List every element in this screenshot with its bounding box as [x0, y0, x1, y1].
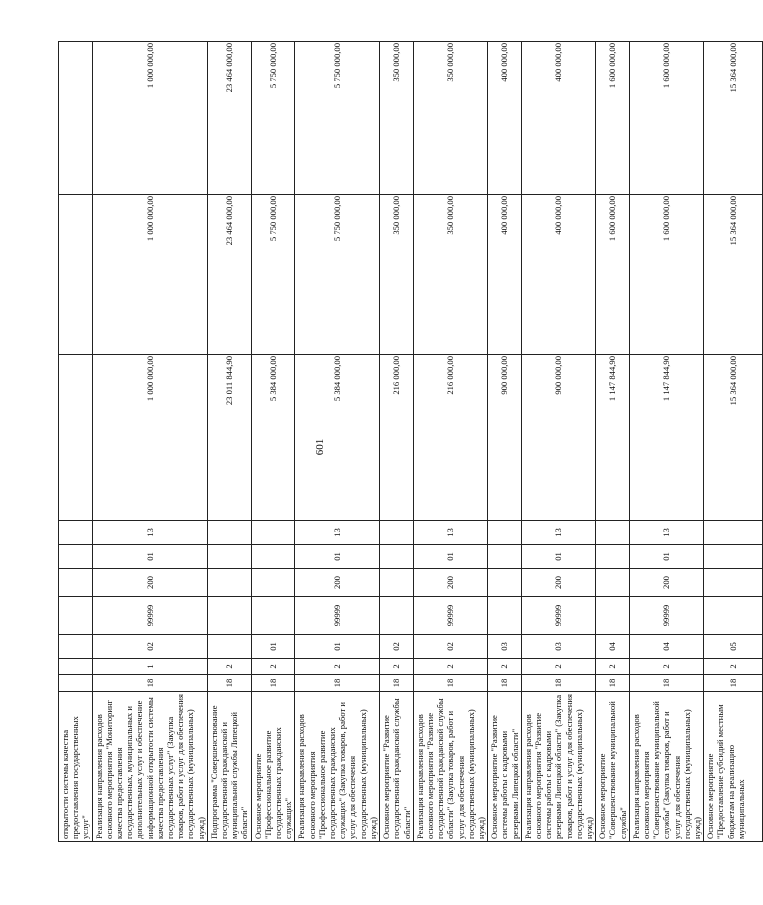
cell-c1: 18: [629, 675, 703, 692]
cell-v2: 5 750 000,00: [295, 195, 380, 355]
cell-c5: [207, 569, 251, 597]
cell-c4: [488, 597, 522, 635]
cell-v1: 216 000,00: [380, 355, 414, 521]
cell-v1: 5 384 000,00: [295, 355, 380, 521]
cell-c2: [59, 659, 93, 675]
cell-c1: 18: [596, 675, 630, 692]
cell-v3: 350 000,00: [413, 42, 487, 195]
cell-name: Основное мероприятие "Предоставление субсидий местным бюджетам на реализацию муниципальных: [704, 692, 763, 842]
cell-name: Основное мероприятие "Профессиональное развитие государственных гражданских служащих": [251, 692, 295, 842]
cell-c7: [59, 521, 93, 545]
cell-c6: [488, 545, 522, 569]
table-row: [629, 42, 703, 842]
cell-c5: [596, 569, 630, 597]
cell-c3: 03: [521, 635, 595, 659]
cell-c6: [207, 545, 251, 569]
cell-name: Основное мероприятие "Развитие государственной гражданской службы области": [380, 692, 414, 842]
cell-v3: 1 600 000,00: [629, 42, 703, 195]
cell-c7: 13: [295, 521, 380, 545]
cell-c4: [59, 597, 93, 635]
table-row: [704, 42, 763, 842]
cell-v2: 1 000 000,00: [92, 195, 207, 355]
cell-c3: 02: [380, 635, 414, 659]
cell-name: Реализация направления расходов основного мероприятия "Совершенствование муниципальной службы" (Закупка товаров, работ и услуг для обеспечения государственных (муниципальных) нужд): [629, 692, 703, 842]
cell-c5: 200: [521, 569, 595, 597]
cell-c1: [59, 675, 93, 692]
cell-c4: 99999: [295, 597, 380, 635]
rotated-budget-table-container: [58, 42, 746, 842]
cell-v2: 5 750 000,00: [251, 195, 295, 355]
cell-v2: 15 364 000,00: [704, 195, 763, 355]
cell-c2: 2: [704, 659, 763, 675]
cell-c5: [380, 569, 414, 597]
table-row: [380, 42, 414, 842]
cell-c7: [207, 521, 251, 545]
cell-name: Реализация направления расходов основного мероприятия "Мониторинг качества предоставления государственных, муниципальных и дополнительных услуг и обеспечение информационной открытости системы качества предоставления государственных услуг" (Закупка товаров, работ и услуг для обеспечения государственных (муниципальных) нужд): [92, 692, 207, 842]
cell-c1: 18: [488, 675, 522, 692]
cell-c6: 01: [295, 545, 380, 569]
cell-c4: [251, 597, 295, 635]
cell-c2: 2: [380, 659, 414, 675]
cell-c3: 03: [488, 635, 522, 659]
cell-v2: 1 600 000,00: [629, 195, 703, 355]
cell-c6: [596, 545, 630, 569]
cell-v1: 1 147 844,90: [629, 355, 703, 521]
cell-c7: 13: [629, 521, 703, 545]
cell-c6: [380, 545, 414, 569]
cell-c1: 18: [413, 675, 487, 692]
cell-c5: [488, 569, 522, 597]
cell-c3: [59, 635, 93, 659]
cell-v3: 23 464 000,00: [207, 42, 251, 195]
cell-v3: 1 000 000,00: [92, 42, 207, 195]
cell-v3: 5 750 000,00: [251, 42, 295, 195]
cell-name: Подпрограмма "Совершенствование государственной гражданской и муниципальной службы Липецкой области": [207, 692, 251, 842]
cell-v1: 5 384 000,00: [251, 355, 295, 521]
page-number: 601: [314, 438, 326, 456]
cell-c4: [596, 597, 630, 635]
cell-c7: [596, 521, 630, 545]
cell-c5: [251, 569, 295, 597]
cell-v1: 15 364 000,00: [704, 355, 763, 521]
cell-c4: 99999: [92, 597, 207, 635]
cell-c3: 04: [596, 635, 630, 659]
cell-v2: [59, 195, 93, 355]
cell-c4: 99999: [521, 597, 595, 635]
cell-c6: 01: [521, 545, 595, 569]
cell-v1: 216 000,00: [413, 355, 487, 521]
cell-name: открытости системы качества предоставления государственных услуг": [59, 692, 93, 842]
cell-v3: 1 600 000,00: [596, 42, 630, 195]
table-row: [207, 42, 251, 842]
cell-c7: [251, 521, 295, 545]
cell-v2: 400 000,00: [521, 195, 595, 355]
cell-c3: 02: [92, 635, 207, 659]
cell-v1: 900 000,00: [521, 355, 595, 521]
cell-c2: 1: [92, 659, 207, 675]
cell-c2: 2: [629, 659, 703, 675]
budget-table-body: [59, 42, 763, 842]
cell-c5: [704, 569, 763, 597]
cell-c2: 2: [596, 659, 630, 675]
cell-c3: 02: [413, 635, 487, 659]
cell-c5: 200: [295, 569, 380, 597]
cell-c3: 05: [704, 635, 763, 659]
cell-c2: 2: [521, 659, 595, 675]
cell-c5: [59, 569, 93, 597]
cell-c1: 18: [251, 675, 295, 692]
cell-c6: [59, 545, 93, 569]
cell-c3: 01: [295, 635, 380, 659]
cell-c6: 01: [92, 545, 207, 569]
cell-c1: 18: [207, 675, 251, 692]
cell-c1: 18: [295, 675, 380, 692]
cell-c2: 2: [251, 659, 295, 675]
cell-c7: 13: [521, 521, 595, 545]
cell-c2: 2: [488, 659, 522, 675]
cell-name: Реализация направления расходов основного мероприятия "Профессиональное развитие государственных гражданских служащих" (Закупка товаров, работ и услуг для обеспечения государственных (муниципальных) нужд): [295, 692, 380, 842]
cell-v2: 1 600 000,00: [596, 195, 630, 355]
cell-c7: [704, 521, 763, 545]
cell-c2: 2: [207, 659, 251, 675]
cell-v2: 23 464 000,00: [207, 195, 251, 355]
cell-c7: 13: [413, 521, 487, 545]
table-row: [295, 42, 380, 842]
cell-c7: [488, 521, 522, 545]
cell-c7: [380, 521, 414, 545]
cell-c1: 18: [704, 675, 763, 692]
cell-c6: [251, 545, 295, 569]
cell-c4: 99999: [629, 597, 703, 635]
cell-v3: 400 000,00: [488, 42, 522, 195]
cell-c3: 01: [251, 635, 295, 659]
table-row: [59, 42, 93, 842]
cell-c5: 200: [92, 569, 207, 597]
cell-c4: [207, 597, 251, 635]
cell-name: Основное мероприятие "Развитие системы работы с кадровыми резервами Липецкой области": [488, 692, 522, 842]
cell-v2: 400 000,00: [488, 195, 522, 355]
cell-c4: [704, 597, 763, 635]
cell-c7: 13: [92, 521, 207, 545]
cell-c3: [207, 635, 251, 659]
cell-c2: 2: [295, 659, 380, 675]
cell-name: Реализация направления расходов основного мероприятия "Развитие государственной гражданской службы области" (Закупка товаров, работ и услуг для обеспечения государственных (муниципальных) нужд): [413, 692, 487, 842]
cell-v2: 350 000,00: [413, 195, 487, 355]
table-row: [596, 42, 630, 842]
budget-table: [58, 41, 763, 842]
cell-c6: 01: [413, 545, 487, 569]
cell-v2: 350 000,00: [380, 195, 414, 355]
cell-v1: 1 000 000,00: [92, 355, 207, 521]
cell-c5: 200: [629, 569, 703, 597]
cell-c3: 04: [629, 635, 703, 659]
cell-c2: 2: [413, 659, 487, 675]
cell-v1: 23 011 844,90: [207, 355, 251, 521]
cell-v3: 15 364 000,00: [704, 42, 763, 195]
table-row: [488, 42, 522, 842]
cell-c1: 18: [380, 675, 414, 692]
cell-c4: [380, 597, 414, 635]
cell-c1: 18: [521, 675, 595, 692]
table-row: [413, 42, 487, 842]
cell-v3: 400 000,00: [521, 42, 595, 195]
table-row: [521, 42, 595, 842]
cell-c1: 18: [92, 675, 207, 692]
cell-v3: 350 000,00: [380, 42, 414, 195]
cell-name: Реализация направления расходов основного мероприятия "Развитие системы работы с кадровыми резервами Липецкой области" (Закупка товаров, работ и услуг для обеспечения государственных (муниципальных) нужд): [521, 692, 595, 842]
table-row: [92, 42, 207, 842]
cell-v1: 900 000,00: [488, 355, 522, 521]
cell-v3: [59, 42, 93, 195]
cell-c6: [704, 545, 763, 569]
cell-v3: 5 750 000,00: [295, 42, 380, 195]
cell-v1: [59, 355, 93, 521]
cell-name: Основное мероприятие "Совершенствование муниципальной службы": [596, 692, 630, 842]
cell-v1: 1 147 844,90: [596, 355, 630, 521]
cell-c6: 01: [629, 545, 703, 569]
cell-c5: 200: [413, 569, 487, 597]
cell-c4: 99999: [413, 597, 487, 635]
table-row: [251, 42, 295, 842]
